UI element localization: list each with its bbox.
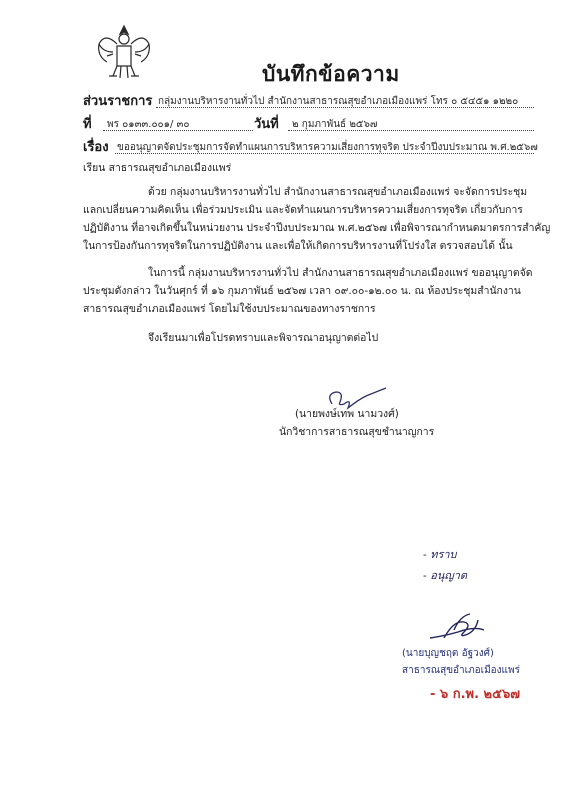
page-title: บันทึกข้อความ <box>262 62 400 86</box>
department-dotted-line <box>156 107 534 108</box>
paragraph2-line: ในการนี้ กลุ่มงานบริหารงานทั่วไป สำนักงานสาธารณสุขอำเภอเมืองแพร่ ขออนุญาตจัด <box>148 267 533 279</box>
approver-position: สาธารณสุขอำเภอเมืองแพร่ <box>402 665 520 676</box>
signer-position: นักวิชาการสาธารณสุขชำนาญการ <box>279 426 435 438</box>
paragraph2-line: ประชุมดังกล่าว ในวันศุกร์ ที่ ๑๖ กุมภาพันธ์ ๒๕๖๗ เวลา ๐๙.๐๐-๑๒.๐๐ น. ณ ห้องประชุมสำนักงาน <box>83 285 521 297</box>
ref-value: พร ๐๑๓๓.๐๐๑/ ๓๐ <box>107 119 190 130</box>
department-value: กลุ่มงานบริหารงานทั่วไป สำนักงานสาธารณสุขอำเภอเมืองแพร่ โทร ๐ ๕๔๕๑ ๑๒๒๐ <box>158 96 519 107</box>
signer-name: (นายพงษ์เทพ นามวงศ์) <box>295 408 399 420</box>
approver-name: (นายบุญชฤต อัฐวงศ์) <box>402 648 494 659</box>
paragraph1-line: แลกเปลี่ยนความคิดเห็น เพื่อร่วมประเมิน และจัดทำแผนการบริหารความเสี่ยงการทุจริต เกี่ยวกับการ <box>83 204 523 216</box>
date-label: วันที่ <box>254 117 279 132</box>
paragraph1-line: ในการป้องกันการทุจริตในการปฏิบัติงาน และเพื่อให้เกิดการบริหารงานที่โปร่งใส ตรวจสอบได้ นั้น <box>83 240 513 252</box>
date-stamp: - ๖ ก.พ. ๒๕๖๗ <box>430 687 520 702</box>
date-dotted-line <box>288 130 534 131</box>
garuda-emblem-icon <box>95 22 153 82</box>
date-value: ๒ กุมภาพันธ์ ๒๕๖๗ <box>292 119 378 130</box>
subject-dotted-line <box>115 153 534 154</box>
closing-line: จึงเรียนมาเพื่อโปรดทราบและพิจารณาอนุญาตต่อไป <box>148 332 379 344</box>
approver-signature-icon <box>424 610 494 646</box>
department-label: ส่วนราชการ <box>83 94 153 109</box>
paragraph1-line: ปฏิบัติงาน ที่อาจเกิดขึ้นในหน่วยงาน ประจำปีงบประมาณ พ.ศ.๒๕๖๗ เพื่อพิจารณากำหนดมาตรการสำคัญ <box>83 222 551 234</box>
handwritten-note: - ทราบ <box>423 548 457 561</box>
ref-dotted-line <box>103 130 253 131</box>
ref-label: ที่ <box>83 117 92 132</box>
subject-value: ขออนุญาตจัดประชุมการจัดทำแผนการบริหารความเสี่ยงการทุจริต ประจำปีงบประมาณ พ.ศ.๒๕๖๗ <box>117 142 538 153</box>
paragraph1-line: ด้วย กลุ่มงานบริหารงานทั่วไป สำนักงานสาธารณสุขอำเภอเมืองแพร่ จะจัดการประชุม <box>148 186 528 198</box>
subject-label: เรื่อง <box>83 140 109 155</box>
handwritten-note: - อนุญาต <box>423 569 468 582</box>
paragraph2-line: สาธารณสุขอำเภอเมืองแพร่ โดยไม่ใช้งบประมาณของทางราชการ <box>83 303 376 315</box>
addressee: เรียน สาธารณสุขอำเภอเมืองแพร่ <box>83 162 232 174</box>
